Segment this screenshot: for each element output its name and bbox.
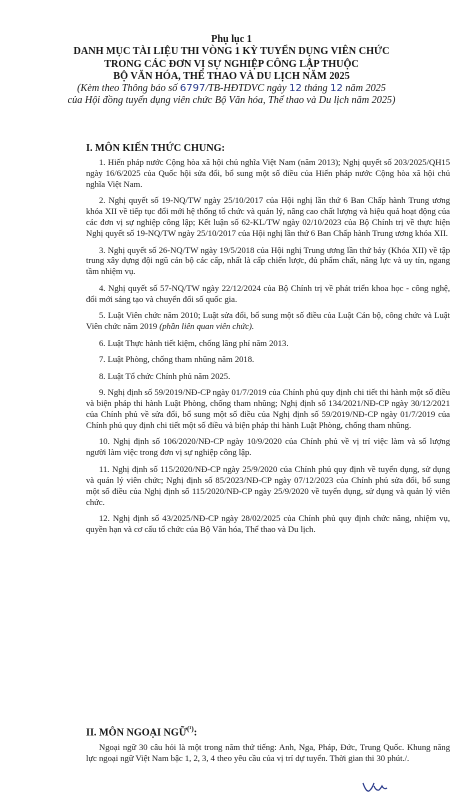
list-item: 8. Luật Tổ chức Chính phủ năm 2025. [99,370,231,381]
reference-note-line-2: của Hội đồng tuyển dụng viên chức Bộ Văn hóa, Thể thao và Du lịch năm 2025) [67,95,396,107]
list-item: 11. Nghị định số 115/2020/NĐ-CP ngày 25/9/2020 của Chính phủ quy định về tuyển dụng, sử dụng và quản lý viên chức; Nghị định số 85/2023/NĐ-CP ngày 07/12/2023 của Chính phủ sửa đổi, bổ sung một số điều của Nghị định số 115/2020/NĐ-CP ngày 25/9/2020 về tuyển dụng, sử dụng và quản lý viên chức. [86,463,450,507]
handwritten-number: 6797 [179,83,206,95]
item-italic-note: (phần liên quan viên chức). [159,321,255,332]
list-item: 4. Nghị quyết số 57-NQ/TW ngày 22/12/2024 của Bộ Chính trị về phát triển khoa học - công nghệ, đổi mới sáng tạo và chuyển đổi số quốc gia. [86,282,450,304]
note-mid: /TB-HĐTDVC ngày [205,83,290,95]
title-line: BỘ VĂN HÓA, THỂ THAO VÀ DU LỊCH NĂM 2025 [113,70,350,82]
document-title [30,46,433,83]
initial-signature [361,780,389,794]
footnote-mark: (¹) [186,725,194,733]
section-2-heading [86,725,197,738]
note-suffix: năm 2025 [342,83,386,95]
list-item: 2. Nghị quyết số 19-NQ/TW ngày 25/10/2017 của Hội nghị lần thứ 6 Ban Chấp hành Trung ương khóa XII về tiếp tục đổi mới hệ thống tổ chức và quản lý, nâng cao chất lượng và hiệu quả hoạt động của các đơn vị sự nghiệp công lập; Kết luận số 62-KL/TW ngày 02/10/2023 của Bộ Chính trị về thực hiện Nghị quyết số 19-NQ/TW ngày 25/10/2017 của Hội nghị lần thứ 6 Ban Chấp hành Trung ương khóa XII. [86,195,450,239]
list-item: 10. Nghị định số 106/2020/NĐ-CP ngày 10/9/2020 của Chính phủ về vị trí việc làm và số lượng người làm việc trong đơn vị sự nghiệp công lập. [86,436,450,458]
handwritten-month: 12 [330,83,343,95]
list-item: 1. Hiến pháp nước Cộng hòa xã hội chủ nghĩa Việt Nam (năm 2013); Nghị quyết số 203/2025/QH15 ngày 16/6/2025 của Quốc hội sửa đổi, bổ sung một số điều của Hiến pháp nước Cộng hòa xã hội chủ nghĩa Việt Nam. [86,157,450,189]
item-text: 5. Luật Viên chức năm 2010; Luật sửa đổi, bổ sung một số điều của Luật Cán bộ, công chức và Luật Viên chức năm 2019 [86,310,450,332]
title-line: TRONG CÁC ĐƠN VỊ SỰ NGHIỆP CÔNG LẬP THUỘC [104,58,359,70]
list-item: 6. Luật Thực hành tiết kiệm, chống lãng phí năm 2013. [99,337,289,348]
document-header [30,34,433,108]
handwritten-day: 12 [289,83,302,95]
section-1-list [86,157,450,540]
section-1-heading: I. MÔN KIẾN THỨC CHUNG: [86,143,225,154]
section-2-text: Ngoại ngữ 30 câu hỏi là một trong năm thứ tiếng: Anh, Nga, Pháp, Đức, Trung Quốc. Khung năng lực ngoại ngữ Việt Nam bậc 1, 2, 3, 4 theo yêu cầu của vị trí dự tuyển. Thời gian thi 30 phút./. [86,742,450,763]
appendix-label: Phụ lục 1 [211,34,252,45]
note-prefix: (Kèm theo Thông báo số [77,83,180,95]
note-mid: tháng [301,83,331,95]
section-2-title: II. MÔN NGOẠI NGỮ [86,727,187,739]
list-item: 3. Nghị quyết số 26-NQ/TW ngày 19/5/2018 của Hội nghị Trung ương lần thứ bảy (Khóa XII) về tập trung xây dựng đội ngũ cán bộ các cấp, nhất là cấp chiến lược, đủ phẩm chất, năng lực và uy tín, ngang tầm nhiệm vụ. [86,244,450,277]
list-item: 9. Nghị định số 59/2019/NĐ-CP ngày 01/7/2019 của Chính phủ quy định chi tiết thi hành một số điều và biện pháp thi hành Luật Phòng, chống tham nhũng; Nghị định số 134/2021/NĐ-CP ngày 30/12/2021 của Chính phủ về sửa đổi, bổ sung một số điều của Nghị định số 59/2019/NĐ-CP ngày 01/7/2019 của Chính phủ quy định chi tiết một số điều và biện pháp thi hành Luật Phòng, chống tham nhũng. [86,387,450,430]
heading-colon: : [193,727,198,739]
reference-note [30,83,433,95]
section-2-body [86,742,450,766]
list-item: 7. Luật Phòng, chống tham nhũng năm 2018. [99,354,255,365]
list-item: 12. Nghị định số 43/2025/NĐ-CP ngày 28/02/2025 của Chính phủ quy định chức năng, nhiệm vụ, quyền hạn và cơ cấu tổ chức của Bộ Văn hóa, Thể thao và Du lịch. [86,513,450,534]
list-item [86,310,450,332]
title-line: DANH MỤC TÀI LIỆU THI VÒNG 1 KỲ TUYỂN DỤNG VIÊN CHỨC [73,46,390,58]
